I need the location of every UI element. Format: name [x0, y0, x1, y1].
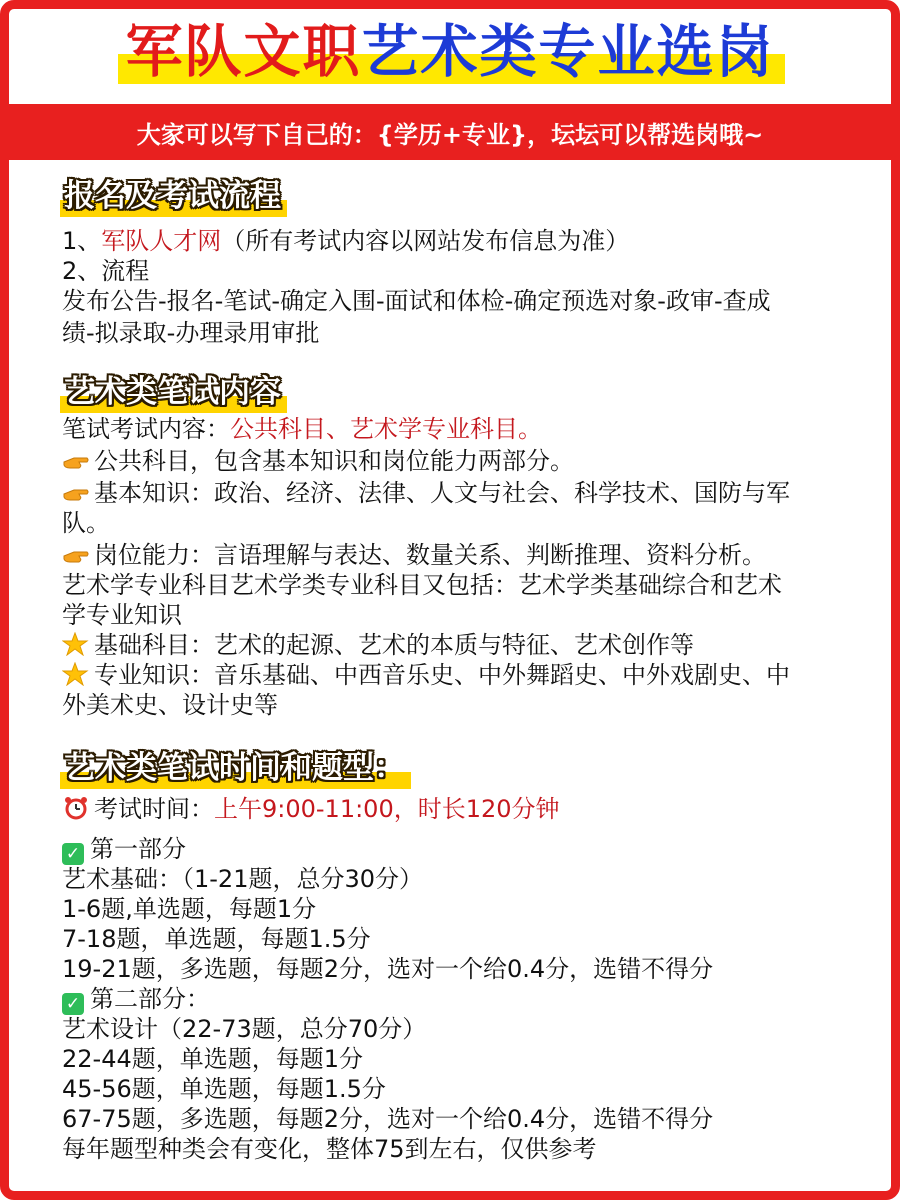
basic-knowledge-line-2: 队。	[62, 509, 110, 537]
part2-subject: 艺术设计（22-73题，总分70分）	[62, 1015, 427, 1043]
major-line-2: 学专业知识	[62, 601, 182, 629]
part1-subject: 艺术基础：（1-21题，总分30分）	[62, 865, 424, 893]
title-area	[0, 0, 900, 104]
pointing-hand-icon	[62, 480, 90, 504]
basic-subject-line: 基础科目：艺术的起源、艺术的本质与特征、艺术创作等	[62, 630, 694, 660]
part1-title-line: ✓ 第一部分	[62, 834, 186, 865]
part2-question-3: 67-75题，多选题，每题2分，选对一个给0.4分，选错不得分	[62, 1105, 714, 1133]
check-box-icon: ✓	[62, 843, 84, 865]
post-ability-line: 岗位能力：言语理解与表达、数量关系、判断推理、资料分析。	[62, 540, 766, 570]
star-icon	[62, 662, 90, 686]
part1-question-2: 7-18题，单选题，每题1.5分	[62, 925, 371, 953]
part2-title-line: ✓ 第二部分：	[62, 984, 210, 1015]
title-part-blue: 艺术类专业选岗	[361, 18, 775, 85]
section-heading-exam-time: 艺术类笔试时间和题型：	[64, 742, 405, 787]
title-part-red: 军队文职	[125, 18, 362, 85]
section-heading-registration: 报名及考试流程	[64, 170, 281, 215]
registration-item-2: 2、流程	[62, 257, 150, 285]
registration-item-1: 1、军队人才网（所有考试内容以网站发布信息为准）	[62, 227, 630, 255]
pointing-hand-icon	[62, 542, 90, 566]
flow-line-2: 绩-拟录取-办理录用审批	[62, 319, 320, 347]
subtitle-banner: 大家可以写下自己的：{学历+专业}，坛坛可以帮选岗哦~	[0, 104, 900, 160]
part1-question-1: 1-6题,单选题，每题1分	[62, 895, 317, 923]
basic-knowledge-line-1: 基本知识：政治、经济、法律、人文与社会、科学技术、国防与军	[62, 478, 790, 508]
part1-question-3: 19-21题，多选题，每题2分，选对一个给0.4分，选错不得分	[62, 955, 714, 983]
professional-line-1: 专业知识：音乐基础、中西音乐史、中外舞蹈史、中外戏剧史、中	[62, 660, 790, 690]
star-icon	[62, 632, 90, 656]
section-heading-exam-content: 艺术类笔试内容	[64, 366, 281, 411]
footer-note: 每年题型种类会有变化，整体75到左右，仅供参考	[62, 1135, 597, 1163]
professional-line-2: 外美术史、设计史等	[62, 691, 278, 719]
part2-question-1: 22-44题，单选题，每题1分	[62, 1045, 364, 1073]
public-subject-line: 公共科目，包含基本知识和岗位能力两部分。	[62, 446, 574, 476]
flow-line-1: 发布公告-报名-笔试-确定入围-面试和体检-确定预选对象-政审-查成	[62, 287, 771, 315]
part2-question-2: 45-56题，单选题，每题1.5分	[62, 1075, 386, 1103]
exam-time-line: 考试时间：上午9:00-11:00，时长120分钟	[62, 794, 560, 824]
exam-content-line: 笔试考试内容：公共科目、艺术学专业科目。	[62, 415, 542, 443]
major-line-1: 艺术学专业科目艺术学类专业科目又包括：艺术学类基础综合和艺术	[62, 571, 782, 599]
page-title	[125, 18, 775, 85]
check-box-icon: ✓	[62, 993, 84, 1015]
recruitment-site-link[interactable]: 军队人才网	[101, 227, 222, 255]
pointing-hand-icon	[62, 448, 90, 472]
alarm-clock-icon	[62, 796, 90, 820]
